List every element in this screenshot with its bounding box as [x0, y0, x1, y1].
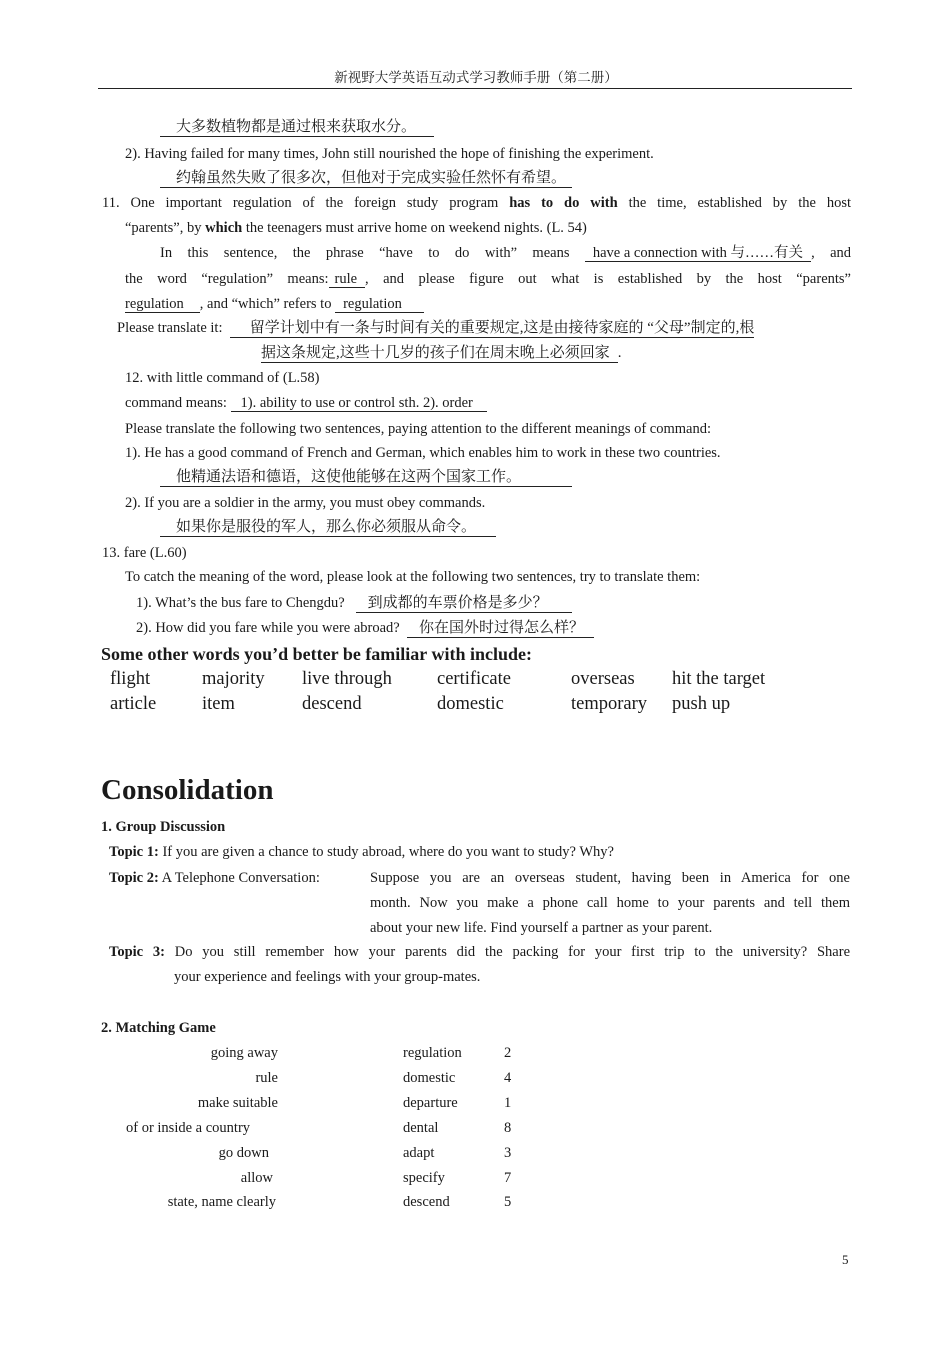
vocab-word: article — [110, 694, 157, 714]
matching-word: dental — [403, 1120, 439, 1136]
answer-blank: 留学计划中有一条与时间有关的重要规定,这是由接待家庭的 “父母”制定的,根 — [230, 321, 755, 338]
matching-definition: allow — [240, 1170, 273, 1186]
vocab-word: item — [202, 694, 235, 714]
answer-blank: 据这条规定,这些十几岁的孩子们在周末晚上必须回家 — [261, 346, 618, 363]
matching-answer: 4 — [504, 1070, 512, 1086]
topic-1: Topic 1: If you are given a chance to study abroad, where do you want to study? Why? — [109, 844, 614, 860]
answer-blank: rule — [329, 272, 366, 288]
translation-answer — [160, 170, 572, 188]
section-title: Consolidation — [101, 774, 274, 806]
item-13-instruction: To catch the meaning of the word, please look at the following two sentences, try to translate them: — [125, 569, 701, 585]
item-11-line-4: the word “regulation” means: rule , and please figure out what is established by the host “parents” — [125, 271, 851, 287]
topic-3-line-2: your experience and feelings with your group-mates. — [174, 969, 481, 985]
vocab-word: push up — [672, 694, 731, 714]
topic-2-line-3: about your new life. Find yourself a partner as your parent. — [370, 920, 713, 936]
answer-blank: 他精通法语和德语，这使他能够在这两个国家工作。 — [160, 470, 572, 487]
item-11-line-3: In this sentence, the phrase “have to do with” means have a connection with 与……有关 , and — [160, 245, 852, 261]
matching-answer: 5 — [504, 1194, 512, 1210]
translation-answer — [160, 519, 496, 537]
vocab-word: domestic — [437, 694, 504, 714]
vocab-word: descend — [302, 694, 362, 714]
translation-answer — [160, 119, 434, 137]
matching-answer: 8 — [504, 1120, 512, 1136]
vocab-word: overseas — [571, 669, 635, 689]
vocab-word: live through — [302, 669, 392, 689]
vocab-word: hit the target — [672, 669, 766, 689]
item-13-q2: 2). How did you fare while you were abroad? 你在国外时过得怎么样？ — [136, 620, 594, 638]
matching-game-heading: 2. Matching Game — [101, 1020, 216, 1036]
item-12-instruction: Please translate the following two sentences, paying attention to the different meanings of command: — [125, 421, 712, 437]
item-13-q1: 1). What’s the bus fare to Chengdu? 到成都的车票价格是多少？ — [136, 595, 572, 613]
matching-answer: 2 — [504, 1045, 512, 1061]
matching-word: regulation — [403, 1045, 462, 1061]
familiar-words-heading: Some other words you’d better be familiar with include: — [101, 644, 532, 664]
topic-2-line-2: month. Now you make a phone call home to your parents and tell them — [370, 895, 850, 911]
item-12-heading: 12. with little command of (L.58) — [125, 370, 320, 386]
matching-word: domestic — [403, 1070, 456, 1086]
example-sentence: 2). Having failed for many times, John still nourished the hope of finishing the experiment. — [125, 146, 654, 162]
group-discussion-heading: 1. Group Discussion — [101, 819, 226, 835]
vocab-word: certificate — [437, 669, 511, 689]
matching-word: adapt — [403, 1145, 435, 1161]
page-header-title: 新视野大学英语互动式学习教师手册（第二册） — [334, 70, 618, 85]
matching-definition: state, name clearly — [167, 1194, 276, 1210]
translation-answer — [160, 469, 572, 487]
matching-answer: 7 — [504, 1170, 512, 1186]
topic-2-line-1: Suppose you are an overseas student, having been in America for one — [370, 870, 850, 886]
matching-answer: 1 — [504, 1095, 512, 1111]
example-sentence: 1). He has a good command of French and German, which enables him to work in these two countries. — [125, 445, 721, 461]
matching-definition: of or inside a country — [126, 1120, 251, 1136]
matching-definition: going away — [210, 1045, 278, 1061]
vocab-word: majority — [202, 669, 265, 689]
answer-blank: 你在国外时过得怎么样？ — [407, 621, 594, 638]
answer-blank: regulation — [125, 297, 200, 313]
item-12-means: command means: 1). ability to use or control sth. 2). order — [125, 395, 487, 412]
page-number: 5 — [842, 1252, 849, 1267]
topic-2-label: Topic 2: A Telephone Conversation: — [109, 870, 320, 886]
example-sentence: 2). If you are a soldier in the army, you must obey commands. — [125, 495, 486, 511]
answer-blank: 大多数植物都是通过根来获取水分。 — [160, 120, 434, 137]
matching-definition: make suitable — [197, 1095, 278, 1111]
answer-blank: have a connection with 与……有关 — [585, 246, 811, 262]
topic-3-line-1: Topic 3: Do you still remember how your parents did the packing for your first trip to the university? Share — [109, 944, 850, 960]
item-11-line-1: 11. One important regulation of the foreign study program has to do with the time, established by the host — [102, 195, 851, 211]
vocab-word: flight — [110, 669, 151, 689]
header-rule — [98, 88, 852, 89]
matching-answer: 3 — [504, 1145, 512, 1161]
item-11-line-7: 据这条规定,这些十几岁的孩子们在周末晚上必须回家 . — [261, 345, 622, 361]
matching-word: specify — [403, 1170, 445, 1186]
matching-definition: go down — [218, 1145, 269, 1161]
answer-blank: 到成都的车票价格是多少？ — [356, 596, 572, 613]
answer-blank: regulation — [335, 297, 424, 313]
item-11-line-2: “parents”, by which the teenagers must arrive home on weekend nights. (L. 54) — [125, 220, 587, 236]
answer-blank: 1). ability to use or control sth. 2). order — [231, 396, 487, 412]
vocab-word: temporary — [571, 694, 648, 714]
item-13-heading: 13. fare (L.60) — [102, 545, 187, 561]
answer-blank: 如果你是服役的军人，那么你必须服从命令。 — [160, 520, 496, 537]
matching-definition: rule — [255, 1070, 278, 1086]
answer-blank: 约翰虽然失败了很多次，但他对于完成实验任然怀有希望。 — [160, 171, 572, 188]
item-11-line-6: Please translate it: 留学计划中有一条与时间有关的重要规定,这是由接待家庭的 “父母”制定的,根 — [117, 320, 755, 336]
item-11-line-5: regulation , and “which” refers to regulation — [125, 296, 424, 313]
matching-word: descend — [403, 1194, 450, 1210]
matching-word: departure — [403, 1095, 458, 1111]
